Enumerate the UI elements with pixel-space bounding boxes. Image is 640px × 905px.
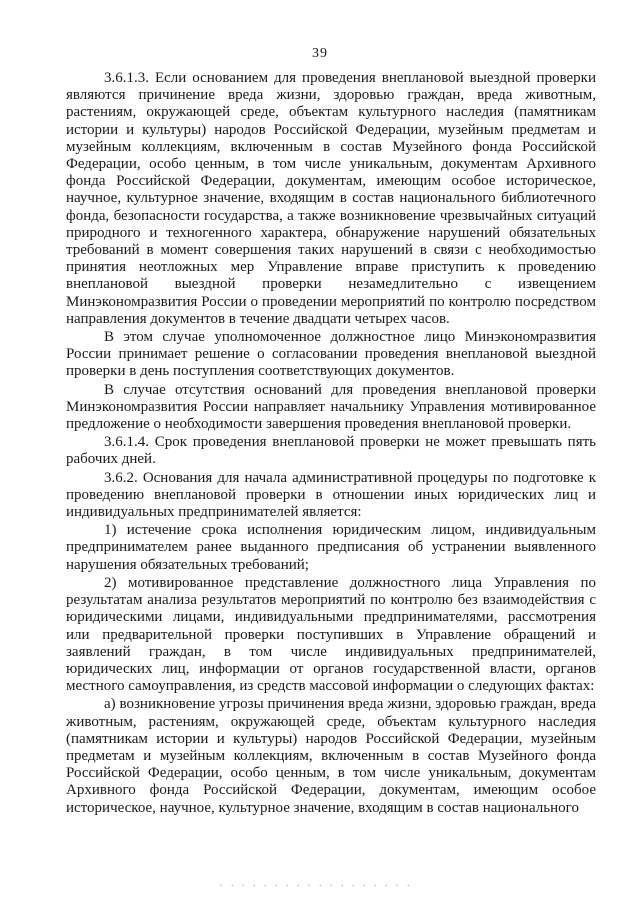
paragraph-approval: В этом случае уполномоченное должностное лицо Минэкономразвития России принимает решение о согласовании проведения внеплановой выездной проверки в день поступления соответствующих документов. <box>66 329 596 380</box>
document-body <box>66 70 596 817</box>
paragraph-3-6-1-4: 3.6.1.4. Срок проведения внеплановой проверки не может превышать пять рабочих дней. <box>66 434 596 468</box>
paragraph-3-6-1-3: 3.6.1.3. Если основанием для проведения внеплановой выездной проверки являются причинение вреда жизни, здоровью граждан, вреда животным, растениям, окружающей среде, объектам культурного наследия (памятникам истории и культуры) народов Российской Федерации, музейным предметам и музейным коллекциям, включенным в состав Музейного фонда Российской Федерации, особо ценным, в том числе уникальным, документам Архивного фонда Российской Федерации, документам, имеющим особое историческое, научное, культурное значение, входящим в состав национального библиотечного фонда, безопасности государства, а также возникновение чрезвычайных ситуаций природного и техногенного характера, обнаружение нарушений обязательных требований в момент совершения таких нарушений в связи с необходимостью принятия неотложных мер Управление вправе приступить к проведению внеплановой выездной проверки незамедлительно с извещением Минэкономразвития России о проведении мероприятий по контролю посредством направления документов в течение двадцати четырех часов. <box>66 70 596 327</box>
paragraph-no-grounds: В случае отсутствия оснований для проведения внеплановой проверки Минэкономразвития России направляет начальнику Управления мотивированное предложение о необходимости завершения проведения внеплановой проверки. <box>66 381 596 433</box>
scan-artifact-divider: . . . . . . . . . . . . . . . . . . <box>220 878 413 889</box>
list-item-2: 2) мотивированное представление должностного лица Управления по результатам анализа результатов мероприятий по контролю без взаимодействия с юридическими лицами, индивидуальными предпринимателями, рассмотрения или предварительной проверки поступивших в Управление обращений и заявлений граждан, в том числе индивидуальных предпринимателей, юридических лиц, информации от органов государственной власти, органов местного самоуправления, из средств массовой информации о следующих фактах: <box>66 574 596 695</box>
page-number: 39 <box>312 46 328 61</box>
paragraph-3-6-2: 3.6.2. Основания для начала административной процедуры по подготовке к проведению внеплановой проверки в отношении иных юридических лиц и индивидуальных предпринимателей является: <box>66 469 596 521</box>
list-item-a: а) возникновение угрозы причинения вреда жизни, здоровью граждан, вреда животным, растениям, окружающей среде, объектам культурного наследия (памятникам истории и культуры) народов Российской Федерации, музейным предметам и музейным коллекциям, включенным в состав Музейного фонда Российской Федерации, особо ценным, в том числе уникальным, документам Архивного фонда Российской Федерации, документам, имеющим особое историческое, научное, культурное значение, входящим в состав национального <box>66 696 596 816</box>
list-item-1: 1) истечение срока исполнения юридическим лицом, индивидуальным предпринимателем ранее выданного предписания об устранении выявленного нарушения обязательных требований; <box>66 522 596 573</box>
